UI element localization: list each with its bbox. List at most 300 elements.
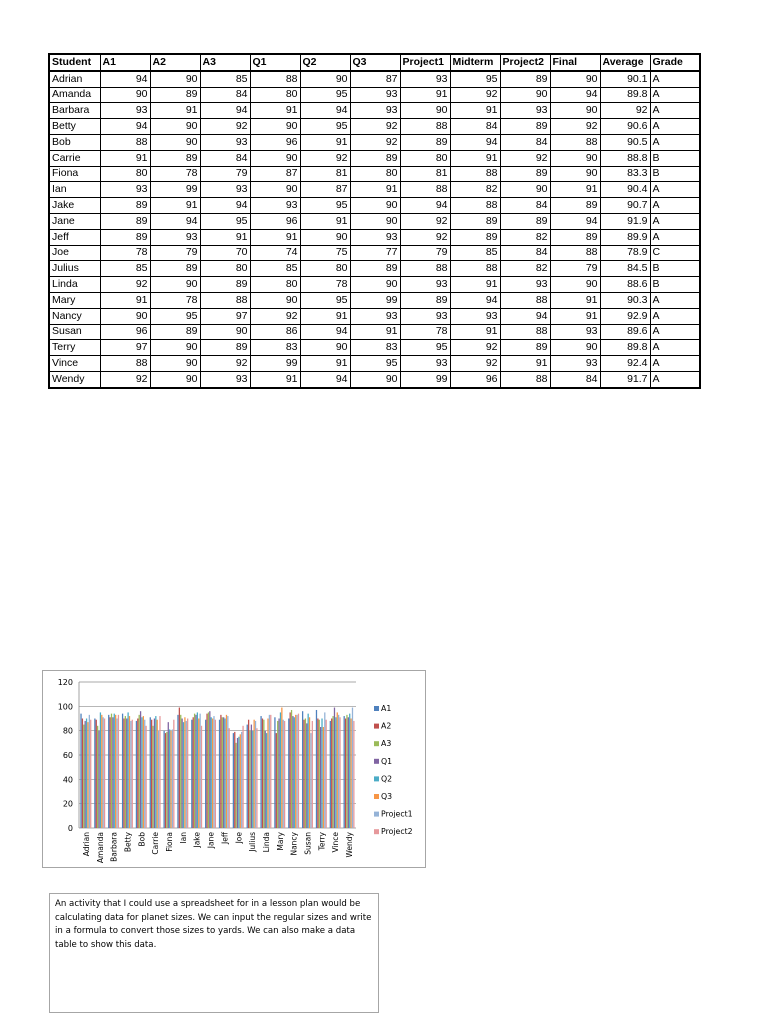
column-header: Q3	[350, 54, 400, 71]
activity-note	[49, 893, 379, 1013]
score-cell: 91	[350, 324, 400, 340]
score-cell: 91	[150, 198, 200, 214]
bar	[288, 719, 289, 829]
bar	[184, 717, 185, 828]
table-row	[49, 87, 700, 103]
column-header: Student	[49, 54, 100, 71]
score-cell: 94	[450, 134, 500, 150]
grade-cell: A	[650, 292, 700, 308]
legend-swatch	[374, 741, 379, 746]
student-name-cell: Susan	[49, 324, 100, 340]
score-cell: 70	[200, 245, 250, 261]
grade-cell: A	[650, 324, 700, 340]
score-cell: 92.4	[600, 356, 650, 372]
score-cell: 92	[250, 308, 300, 324]
bar	[145, 726, 146, 828]
score-cell: 90	[550, 103, 600, 119]
table-row	[49, 150, 700, 166]
bar	[302, 711, 303, 828]
legend-swatch	[374, 794, 379, 799]
score-cell: 84	[200, 150, 250, 166]
table-row	[49, 182, 700, 198]
bar	[252, 731, 253, 828]
bar	[316, 710, 317, 828]
bar	[349, 714, 350, 828]
bar	[215, 720, 216, 828]
bar	[139, 715, 140, 828]
bar	[122, 714, 123, 828]
score-cell: 90	[150, 119, 200, 135]
score-cell: 78.9	[600, 245, 650, 261]
score-cell: 89	[550, 229, 600, 245]
score-cell: 79	[400, 245, 450, 261]
score-cell: 95	[450, 71, 500, 87]
bar	[114, 714, 115, 828]
column-header: Average	[600, 54, 650, 71]
score-cell: 95	[300, 87, 350, 103]
score-cell: 93	[250, 198, 300, 214]
bar	[267, 719, 268, 829]
score-cell: 90	[150, 371, 200, 387]
score-cell: 90	[500, 182, 550, 198]
bar	[256, 728, 257, 828]
x-tick-label: Mary	[275, 832, 285, 851]
score-cell: 80	[400, 150, 450, 166]
column-header: Final	[550, 54, 600, 71]
score-cell: 90	[550, 166, 600, 182]
student-name-cell: Fiona	[49, 166, 100, 182]
bar	[123, 719, 124, 829]
score-cell: 89	[500, 119, 550, 135]
score-cell: 94	[200, 103, 250, 119]
bar	[165, 733, 166, 828]
bar	[187, 719, 188, 829]
score-cell: 88	[450, 166, 500, 182]
score-cell: 89	[100, 198, 150, 214]
score-cell: 94	[450, 292, 500, 308]
bar	[181, 719, 182, 829]
score-cell: 93	[350, 87, 400, 103]
bar	[345, 719, 346, 829]
score-cell: 80	[300, 261, 350, 277]
score-cell: 89	[350, 261, 400, 277]
table-row	[49, 277, 700, 293]
score-cell: 80	[200, 261, 250, 277]
student-name-cell: Ian	[49, 182, 100, 198]
bar	[220, 715, 221, 828]
x-tick-label: Barbara	[109, 832, 119, 862]
score-cell: 88	[500, 324, 550, 340]
score-cell: 92	[550, 119, 600, 135]
bar	[137, 719, 138, 829]
score-cell: 88	[100, 134, 150, 150]
grades-table	[48, 53, 701, 389]
student-name-cell: Carrie	[49, 150, 100, 166]
bar	[86, 719, 87, 829]
bar	[292, 716, 293, 828]
bar	[198, 719, 199, 829]
bar	[324, 712, 325, 828]
bar	[274, 717, 275, 828]
bar	[195, 715, 196, 828]
score-cell: 89	[150, 324, 200, 340]
student-name-cell: Barbara	[49, 103, 100, 119]
score-cell: 78	[100, 245, 150, 261]
score-cell: 80	[250, 87, 300, 103]
score-cell: 90.7	[600, 198, 650, 214]
score-cell: 90	[350, 213, 400, 229]
score-cell: 90	[300, 229, 350, 245]
bar	[353, 721, 354, 828]
bar	[209, 711, 210, 828]
bar	[85, 721, 86, 828]
grade-cell: A	[650, 103, 700, 119]
bar	[152, 726, 153, 828]
bar	[227, 716, 228, 828]
bar	[103, 717, 104, 828]
x-tick-label: Vince	[331, 832, 341, 853]
grade-cell: A	[650, 213, 700, 229]
bar	[194, 714, 195, 828]
score-cell: 83	[250, 340, 300, 356]
bar	[294, 717, 295, 828]
score-cell: 92	[500, 150, 550, 166]
bar	[219, 720, 220, 828]
bar	[352, 708, 353, 828]
student-name-cell: Betty	[49, 119, 100, 135]
score-cell: 88	[400, 182, 450, 198]
score-cell: 85	[200, 71, 250, 87]
table-row	[49, 245, 700, 261]
score-cell: 93	[200, 134, 250, 150]
table-row	[49, 324, 700, 340]
bar	[191, 720, 192, 828]
grade-cell: B	[650, 277, 700, 293]
score-cell: 80	[350, 166, 400, 182]
bar	[186, 721, 187, 828]
bar	[206, 714, 207, 828]
score-cell: 85	[250, 261, 300, 277]
score-cell: 97	[200, 308, 250, 324]
bar	[168, 722, 169, 828]
bar	[278, 719, 279, 829]
score-cell: 91	[200, 229, 250, 245]
score-cell: 90.3	[600, 292, 650, 308]
score-cell: 94	[150, 213, 200, 229]
x-tick-label: Jake	[192, 832, 202, 848]
grade-cell: C	[650, 245, 700, 261]
bar	[173, 720, 174, 828]
score-cell: 81	[400, 166, 450, 182]
score-cell: 91	[450, 277, 500, 293]
bar	[330, 721, 331, 828]
bar	[346, 715, 347, 828]
score-cell: 82	[500, 229, 550, 245]
score-cell: 89	[500, 213, 550, 229]
score-cell: 89	[550, 198, 600, 214]
score-cell: 93	[150, 229, 200, 245]
score-cell: 90.5	[600, 134, 650, 150]
bar	[154, 719, 155, 829]
bar	[150, 717, 151, 828]
score-cell: 99	[250, 356, 300, 372]
score-cell: 92	[350, 119, 400, 135]
grade-cell: B	[650, 261, 700, 277]
score-cell: 88	[450, 198, 500, 214]
score-cell: 90	[550, 340, 600, 356]
score-cell: 92	[450, 340, 500, 356]
y-tick-label: 100	[57, 702, 73, 712]
bar	[247, 725, 248, 828]
bar	[211, 717, 212, 828]
column-header: Project2	[500, 54, 550, 71]
score-cell: 91	[450, 150, 500, 166]
score-cell: 93	[200, 371, 250, 387]
score-cell: 74	[250, 245, 300, 261]
bar	[308, 714, 309, 828]
bar	[129, 716, 130, 828]
x-tick-label: Terry	[317, 832, 327, 851]
column-header: Midterm	[450, 54, 500, 71]
score-cell: 88.8	[600, 150, 650, 166]
score-cell: 95	[350, 356, 400, 372]
bar	[112, 717, 113, 828]
score-cell: 84	[500, 198, 550, 214]
score-cell: 94	[550, 213, 600, 229]
score-cell: 90.6	[600, 119, 650, 135]
score-cell: 90	[350, 198, 400, 214]
bar	[291, 710, 292, 828]
bar	[238, 737, 239, 828]
score-cell: 94	[300, 371, 350, 387]
score-cell: 91	[150, 103, 200, 119]
score-cell: 93	[100, 103, 150, 119]
bar	[233, 733, 234, 828]
score-cell: 89	[500, 340, 550, 356]
bar	[197, 712, 198, 828]
bar	[310, 733, 311, 828]
bar	[101, 715, 102, 828]
bar	[183, 722, 184, 828]
student-name-cell: Amanda	[49, 87, 100, 103]
legend-label: A2	[381, 721, 392, 731]
bar	[118, 715, 119, 828]
score-cell: 84.5	[600, 261, 650, 277]
bar	[326, 720, 327, 828]
bar	[269, 715, 270, 828]
legend-label: Q1	[381, 756, 393, 766]
bar	[334, 708, 335, 828]
bar	[136, 721, 137, 828]
x-tick-label: Jane	[206, 832, 216, 849]
bar	[111, 714, 112, 828]
grade-cell: A	[650, 87, 700, 103]
bar	[116, 719, 117, 829]
score-cell: 88	[500, 371, 550, 387]
score-cell: 92	[450, 87, 500, 103]
table-row	[49, 103, 700, 119]
score-cell: 89.8	[600, 340, 650, 356]
bar	[265, 731, 266, 828]
score-cell: 90.1	[600, 71, 650, 87]
score-cell: 89	[100, 213, 150, 229]
score-cell: 93	[350, 308, 400, 324]
bar	[96, 720, 97, 828]
bar	[348, 717, 349, 828]
bar	[337, 712, 338, 828]
bar	[229, 728, 230, 828]
score-cell: 95	[400, 340, 450, 356]
score-cell: 92	[400, 213, 450, 229]
bar	[140, 711, 141, 828]
table-row	[49, 134, 700, 150]
score-cell: 92	[450, 356, 500, 372]
score-cell: 84	[200, 87, 250, 103]
bar	[260, 716, 261, 828]
score-cell: 75	[300, 245, 350, 261]
score-cell: 90	[400, 103, 450, 119]
score-cell: 83	[350, 340, 400, 356]
bar	[115, 715, 116, 828]
student-name-cell: Jeff	[49, 229, 100, 245]
score-cell: 89	[400, 134, 450, 150]
bar	[266, 733, 267, 828]
bar	[90, 720, 91, 828]
score-cell: 90	[250, 150, 300, 166]
bar	[97, 726, 98, 828]
table-row	[49, 166, 700, 182]
bar	[321, 719, 322, 829]
grade-cell: B	[650, 150, 700, 166]
score-cell: 91	[250, 371, 300, 387]
score-cell: 96	[250, 213, 300, 229]
score-cell: 94	[100, 119, 150, 135]
score-cell: 91	[400, 87, 450, 103]
score-cell: 84	[500, 245, 550, 261]
x-tick-label: Amanda	[95, 832, 105, 864]
score-cell: 93	[400, 356, 450, 372]
column-header: Q2	[300, 54, 350, 71]
score-cell: 90	[300, 71, 350, 87]
bar	[284, 721, 285, 828]
score-cell: 77	[350, 245, 400, 261]
score-cell: 79	[150, 245, 200, 261]
grade-cell: A	[650, 198, 700, 214]
bar	[155, 716, 156, 828]
score-cell: 93	[400, 308, 450, 324]
score-cell: 91	[350, 182, 400, 198]
score-cell: 93	[350, 103, 400, 119]
grade-cell: A	[650, 119, 700, 135]
score-cell: 91	[550, 292, 600, 308]
legend-swatch	[374, 812, 379, 817]
student-name-cell: Adrian	[49, 71, 100, 87]
grade-cell: A	[650, 229, 700, 245]
bar	[159, 716, 160, 828]
grade-cell: A	[650, 308, 700, 324]
score-cell: 79	[550, 261, 600, 277]
bar	[163, 731, 164, 828]
score-cell: 80	[250, 277, 300, 293]
student-name-cell: Wendy	[49, 371, 100, 387]
score-cell: 89	[500, 166, 550, 182]
bar	[332, 716, 333, 828]
score-cell: 85	[100, 261, 150, 277]
bar	[283, 720, 284, 828]
student-name-cell: Linda	[49, 277, 100, 293]
bar	[127, 712, 128, 828]
score-cell: 91	[500, 356, 550, 372]
score-cell: 96	[100, 324, 150, 340]
score-cell: 90	[250, 119, 300, 135]
bar	[249, 731, 250, 828]
score-cell: 88	[200, 292, 250, 308]
score-cell: 81	[300, 166, 350, 182]
table-row	[49, 356, 700, 372]
table-row	[49, 229, 700, 245]
score-cell: 99	[150, 182, 200, 198]
score-cell: 93	[550, 356, 600, 372]
bar	[83, 725, 84, 828]
score-cell: 90	[100, 308, 150, 324]
bar	[193, 717, 194, 828]
score-cell: 93	[450, 308, 500, 324]
column-header: A2	[150, 54, 200, 71]
score-cell: 89.9	[600, 229, 650, 245]
bar	[141, 717, 142, 828]
bar	[180, 715, 181, 828]
score-cell: 89	[100, 229, 150, 245]
y-tick-label: 60	[62, 751, 73, 760]
grade-cell: A	[650, 371, 700, 387]
student-name-cell: Bob	[49, 134, 100, 150]
table-row	[49, 340, 700, 356]
score-cell: 89	[150, 150, 200, 166]
score-cell: 94	[300, 103, 350, 119]
score-cell: 95	[300, 198, 350, 214]
score-cell: 89.6	[600, 324, 650, 340]
bar	[205, 720, 206, 828]
bar	[80, 714, 81, 828]
score-cell: 88	[450, 261, 500, 277]
bar	[303, 720, 304, 828]
score-cell: 92	[600, 103, 650, 119]
score-cell: 79	[200, 166, 250, 182]
student-name-cell: Jane	[49, 213, 100, 229]
bar	[109, 717, 110, 828]
score-cell: 91	[300, 213, 350, 229]
bar	[236, 743, 237, 828]
score-cell: 91	[550, 182, 600, 198]
score-cell: 88.6	[600, 277, 650, 293]
bar	[276, 733, 277, 828]
student-name-cell: Nancy	[49, 308, 100, 324]
bar	[126, 719, 127, 829]
score-cell: 92	[300, 150, 350, 166]
y-tick-label: 80	[62, 726, 73, 736]
score-cell: 94	[200, 198, 250, 214]
y-tick-label: 20	[62, 799, 73, 809]
bar	[320, 727, 321, 828]
x-tick-label: Carrie	[151, 832, 161, 855]
bar	[290, 712, 291, 828]
bar	[108, 715, 109, 828]
score-cell: 94	[300, 324, 350, 340]
bar	[158, 731, 159, 828]
score-cell: 96	[250, 134, 300, 150]
score-cell: 92.9	[600, 308, 650, 324]
score-cell: 90	[250, 182, 300, 198]
